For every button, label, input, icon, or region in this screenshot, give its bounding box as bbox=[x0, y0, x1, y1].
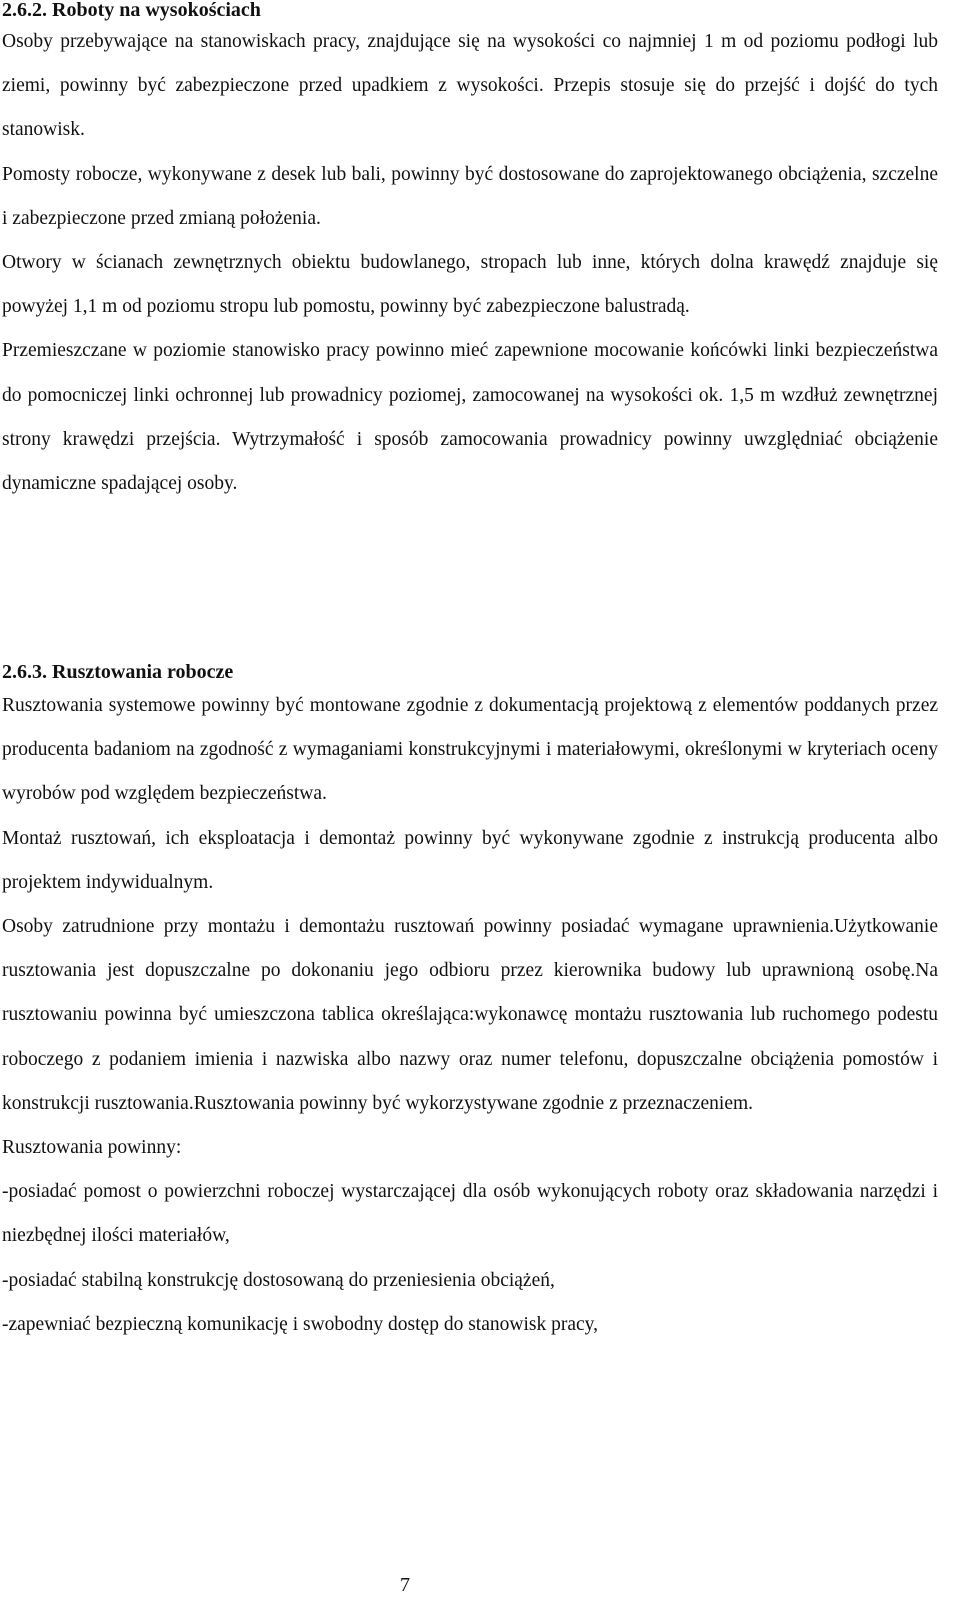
list-item: -posiadać stabilną konstrukcję dostosowaną do przeniesienia obciążeń, bbox=[2, 1269, 555, 1291]
paragraph: Montaż rusztowań, ich eksploatacja i demontaż powinny być wykonywane zgodnie z instrukcją producenta albo projektem indywidualnym. bbox=[2, 827, 938, 893]
paragraph: Przemieszczane w poziomie stanowisko pracy powinno mieć zapewnione mocowanie końcówki linki bezpieczeństwa do pomocniczej linki ochronnej lub prowadnicy poziomej, zamocowanej na wysokości ok. 1,5 m wzdłuż zewnętrznej strony krawędzi przejścia. Wytrzymałość i sposób zamocowania prowadnicy powinny uwzględniać obciążenie dynamiczne spadającej osoby. bbox=[2, 340, 938, 495]
paragraph: Otwory w ścianach zewnętrznych obiektu budowlanego, stropach lub inne, których dolna krawędź znajduje się powyżej 1,1 m od poziomu stropu lub pomostu, powinny być zabezpieczone balustradą. bbox=[2, 252, 938, 318]
page-number: 7 bbox=[400, 1574, 410, 1596]
paragraph: Osoby przebywające na stanowiskach pracy, znajdujące się na wysokości co najmniej 1 m od poziomu podłogi lub ziemi, powinny być zabezpieczone przed upadkiem z wysokości. Przepis stosuje się do przejść i dojść do tych stanowisk. bbox=[2, 31, 938, 141]
section-heading-roboty-na-wysokosciach: 2.6.2. Roboty na wysokościach bbox=[2, 0, 261, 21]
paragraph: Osoby zatrudnione przy montażu i demontażu rusztowań powinny posiadać wymagane uprawnienia.Użytkowanie rusztowania jest dopuszczalne po dokonaniu jego odbioru przez kierownika budowy lub uprawnioną osobę.Na rusztowaniu powinna być umieszczona tablica określająca:wykonawcę montażu rusztowania lub ruchomego podestu roboczego z podaniem imienia i nazwiska albo nazwy oraz numer telefonu, dopuszczalne obciążenia pomostów i konstrukcji rusztowania.Rusztowania powinny być wykorzystywane zgodnie z przeznaczeniem. bbox=[2, 916, 938, 1114]
list-item: -zapewniać bezpieczną komunikację i swobodny dostęp do stanowisk pracy, bbox=[2, 1313, 598, 1335]
paragraph: Pomosty robocze, wykonywane z desek lub bali, powinny być dostosowane do zaprojektowanego obciążenia, szczelne i zabezpieczone przed zmianą położenia. bbox=[2, 163, 938, 229]
section-body-roboty-na-wysokosciach bbox=[2, 20, 938, 506]
section-body-rusztowania-robocze bbox=[2, 684, 938, 1347]
paragraph: Rusztowania powinny: bbox=[2, 1137, 182, 1159]
list-item: -posiadać pomost o powierzchni roboczej wystarczającej dla osób wykonujących roboty oraz składowania narzędzi i niezbędnej ilości materiałów, bbox=[2, 1181, 938, 1247]
document-page bbox=[2, 0, 938, 1596]
paragraph: Rusztowania systemowe powinny być montowane zgodnie z dokumentacją projektową z elementów poddanych przez producenta badaniom na zgodność z wymaganiami konstrukcyjnymi i materiałowymi, określonymi w kryteriach oceny wyrobów pod względem bezpieczeństwa. bbox=[2, 695, 938, 805]
section-heading-rusztowania-robocze: 2.6.3. Rusztowania robocze bbox=[2, 661, 234, 683]
